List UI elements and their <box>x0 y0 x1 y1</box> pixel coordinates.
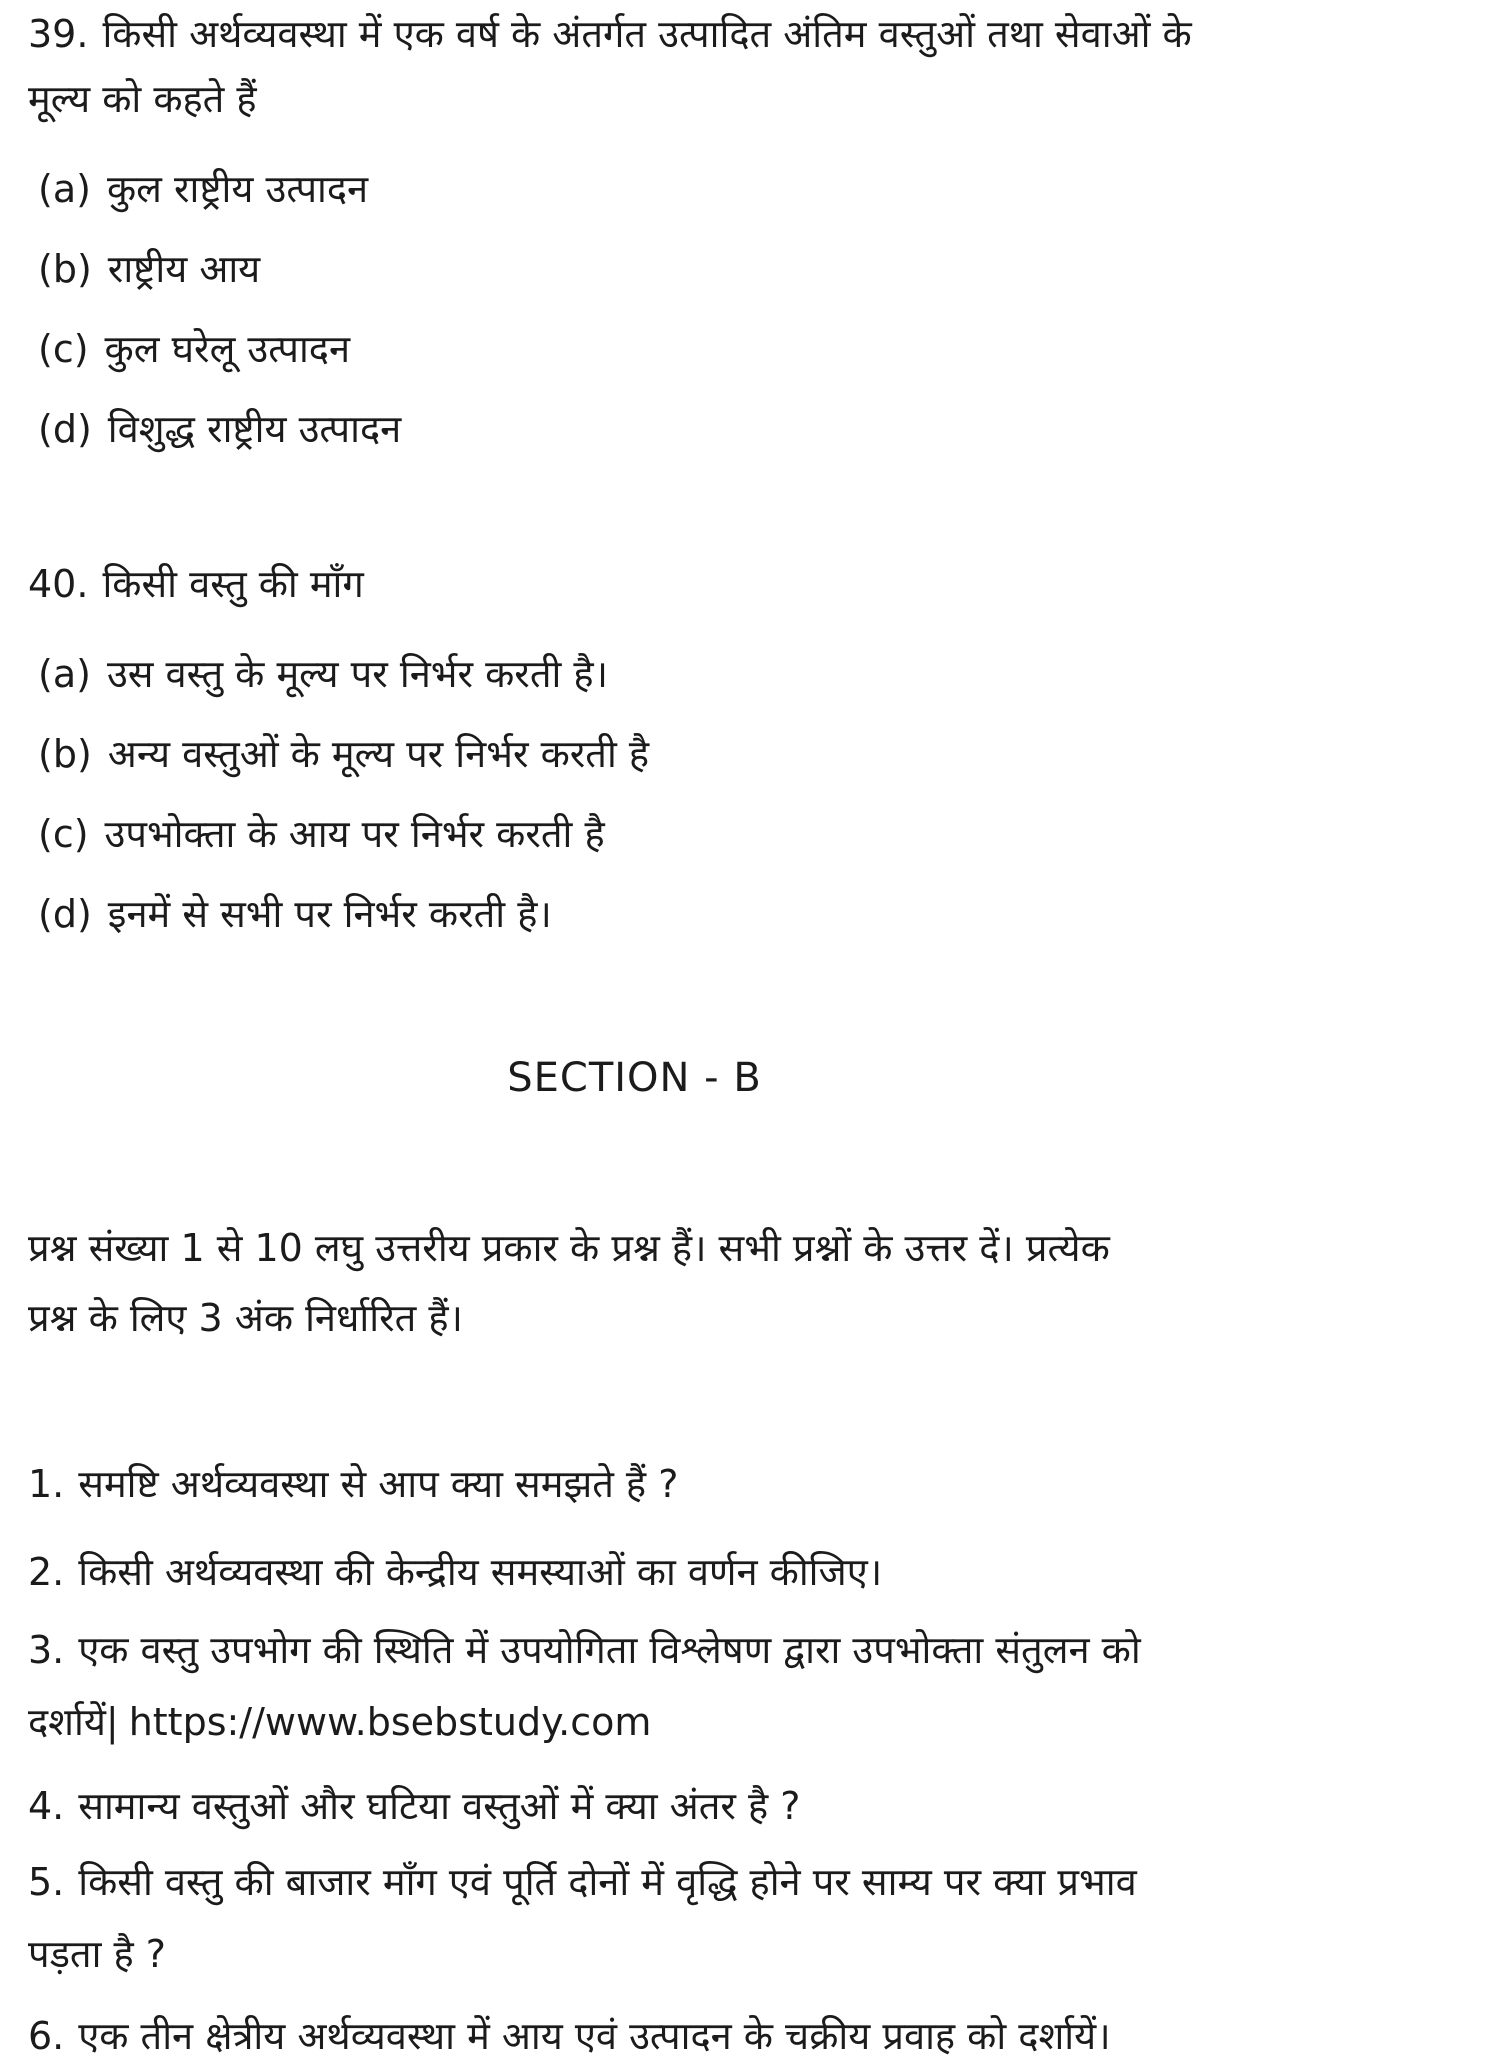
short-question-5-line-1: किसी वस्तु की बाजार माँग एवं पूर्ति दोनों में वृद्धि होने पर साम्य पर क्या प्रभाव <box>78 1860 1137 1904</box>
question-39-number: 39. <box>28 12 89 56</box>
short-question-2-number: 2. <box>28 1550 65 1594</box>
short-question-1 <box>28 1448 1471 1520</box>
question-40-line-1: किसी वस्तु की माँग <box>102 562 364 606</box>
watermark-url: https://www.bsebstudy.com <box>128 1700 652 1744</box>
option-c-label: (c) <box>38 327 89 371</box>
short-question-6 <box>28 2000 1471 2072</box>
question-39-option-b <box>38 246 1471 292</box>
option-a-label: (a) <box>38 652 91 696</box>
short-question-6-text: एक तीन क्षेत्रीय अर्थव्यवस्था में आय एवं उत्पादन के चक्रीय प्रवाह को दर्शायें। <box>78 2014 1111 2058</box>
short-question-2-text: किसी अर्थव्यवस्था की केन्द्रीय समस्याओं का वर्णन कीजिए। <box>78 1550 883 1594</box>
option-c-text: कुल घरेलू उत्पादन <box>104 327 351 371</box>
question-40-option-b <box>38 731 1471 777</box>
option-b-text: अन्य वस्तुओं के मूल्य पर निर्भर करती है <box>107 732 650 776</box>
option-d-label: (d) <box>38 407 92 451</box>
question-40-option-c <box>38 811 1471 857</box>
question-40-text <box>28 552 1471 617</box>
question-39-line-1: किसी अर्थव्यवस्था में एक वर्ष के अंतर्गत उत्पादित अंतिम वस्तुओं तथा सेवाओं के <box>102 12 1192 56</box>
question-39-text <box>28 2 1471 132</box>
short-question-4-number: 4. <box>28 1784 65 1828</box>
short-question-4 <box>28 1770 1471 1842</box>
option-b-text: राष्ट्रीय आय <box>107 247 261 291</box>
short-question-2 <box>28 1536 1471 1608</box>
short-question-3-line-2: दर्शायें| <box>28 1700 119 1744</box>
option-c-label: (c) <box>38 812 89 856</box>
short-question-3-line-1: एक वस्तु उपभोग की स्थिति में उपयोगिता विश्लेषण द्वारा उपभोक्ता संतुलन को <box>78 1628 1141 1672</box>
short-question-5-line-2: पड़ता है ? <box>28 1932 166 1976</box>
option-a-text: कुल राष्ट्रीय उत्पादन <box>106 167 369 211</box>
question-40-number: 40. <box>28 562 89 606</box>
short-question-5 <box>28 1846 1471 1990</box>
short-question-1-text: समष्टि अर्थव्यवस्था से आप क्या समझते हैं ? <box>78 1462 679 1506</box>
short-question-6-number: 6. <box>28 2014 65 2058</box>
option-d-text: विशुद्ध राष्ट्रीय उत्पादन <box>107 407 402 451</box>
question-40-option-a <box>38 651 1471 697</box>
section-b-heading: SECTION - B <box>507 1055 762 1101</box>
instructions-line-2: प्रश्न के लिए 3 अंक निर्धारित हैं। <box>28 1296 463 1340</box>
option-b-label: (b) <box>38 732 92 776</box>
short-question-4-text: सामान्य वस्तुओं और घटिया वस्तुओं में क्या अंतर है ? <box>78 1784 801 1828</box>
option-b-label: (b) <box>38 247 92 291</box>
question-40 <box>28 552 1471 937</box>
option-a-text: उस वस्तु के मूल्य पर निर्भर करती है। <box>106 652 609 696</box>
option-a-label: (a) <box>38 167 91 211</box>
short-question-3-number: 3. <box>28 1628 65 1672</box>
short-question-1-number: 1. <box>28 1462 65 1506</box>
short-question-5-number: 5. <box>28 1860 65 1904</box>
short-question-3 <box>28 1614 1471 1758</box>
option-c-text: उपभोक्ता के आय पर निर्भर करती है <box>104 812 605 856</box>
question-39-option-c <box>38 326 1471 372</box>
section-b-instructions <box>28 1213 1471 1353</box>
question-39-line-2: मूल्य को कहते हैं <box>28 77 257 121</box>
question-40-option-d <box>38 891 1471 937</box>
option-d-label: (d) <box>38 892 92 936</box>
instructions-line-1: प्रश्न संख्या 1 से 10 लघु उत्तरीय प्रकार के प्रश्न हैं। सभी प्रश्नों के उत्तर दें। प्रत्येक <box>28 1226 1110 1270</box>
question-39-option-d <box>38 406 1471 452</box>
question-39-option-a <box>38 166 1471 212</box>
option-d-text: इनमें से सभी पर निर्भर करती है। <box>107 892 552 936</box>
question-39 <box>28 2 1471 452</box>
